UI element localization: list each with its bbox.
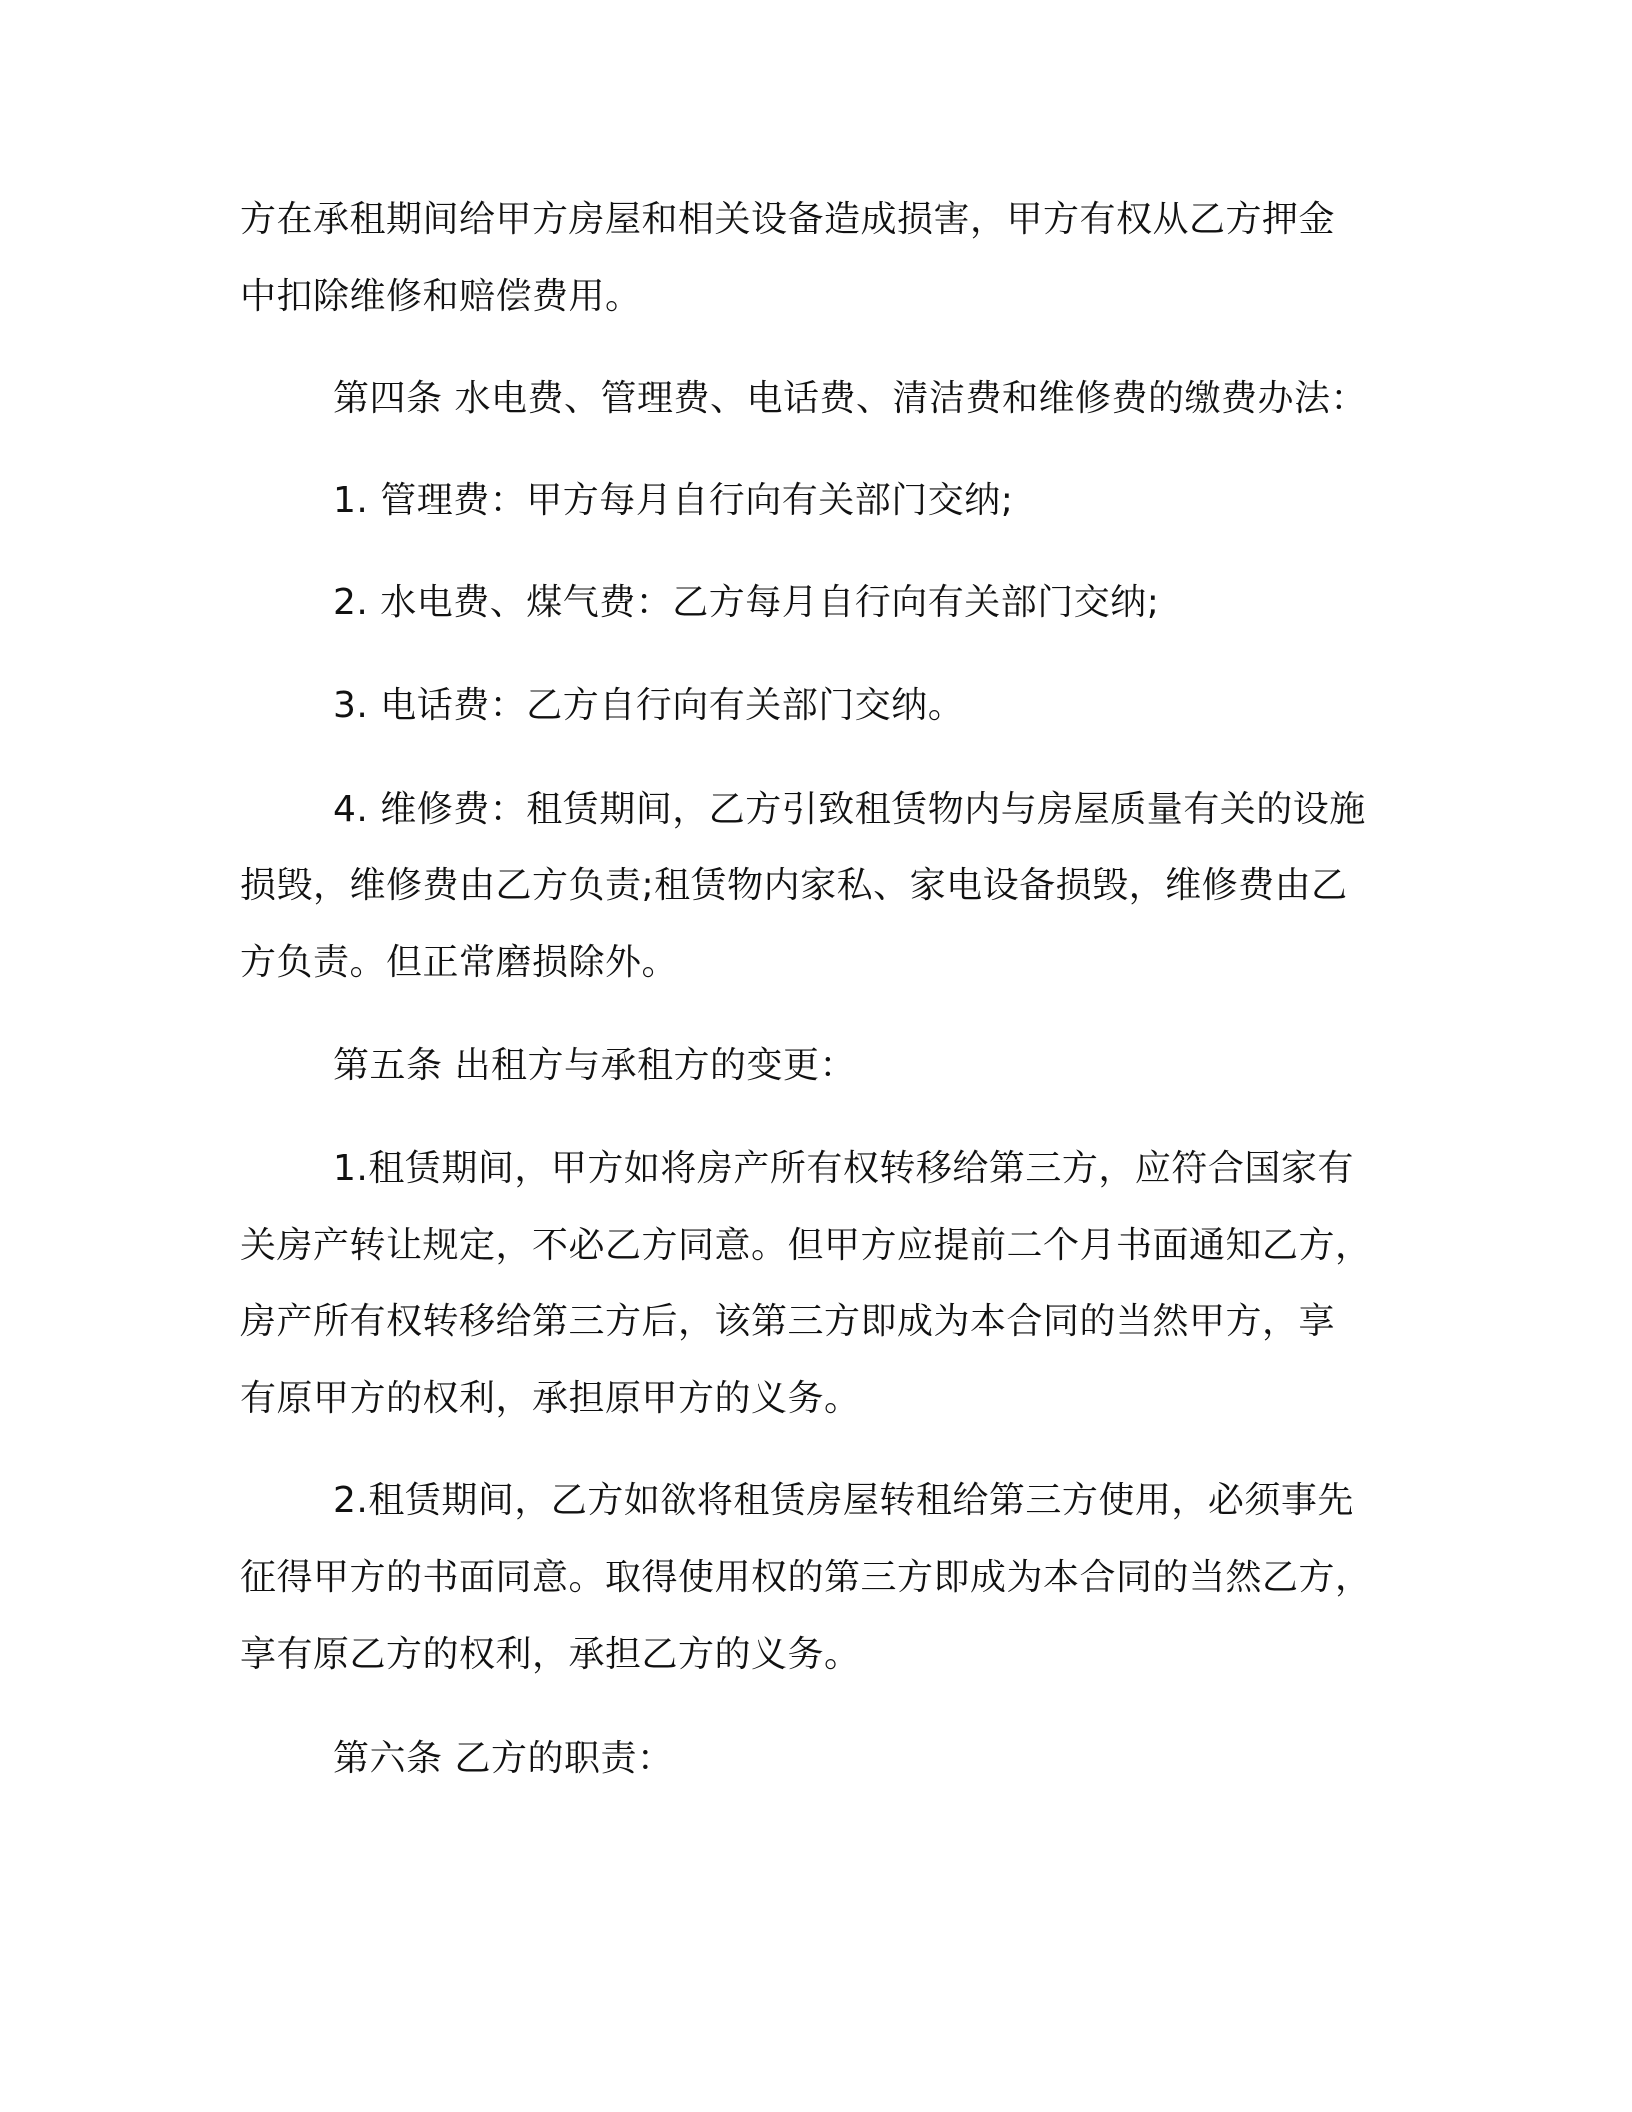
list-item: 1. 管理费：甲方每月自行向有关部门交纳; xyxy=(333,480,1014,521)
section-heading: 第四条 水电费、管理费、电话费、清洁费和维修费的缴费办法： xyxy=(333,378,1367,419)
text-line: 征得甲方的书面同意。取得使用权的第三方即成为本合同的当然乙方， xyxy=(240,1557,1372,1598)
list-item: 3. 电话费：乙方自行向有关部门交纳。 xyxy=(333,685,965,726)
section-heading: 第五条 出租方与承租方的变更： xyxy=(333,1045,856,1086)
list-item: 1.租赁期间，甲方如将房产所有权转移给第三方，应符合国家有 xyxy=(333,1148,1354,1189)
text-line: 有原甲方的权利，承担原甲方的义务。 xyxy=(240,1378,861,1419)
section-heading: 第六条 乙方的职责： xyxy=(333,1738,674,1779)
list-item: 2.租赁期间，乙方如欲将租赁房屋转租给第三方使用，必须事先 xyxy=(333,1480,1354,1521)
text-line: 关房产转让规定，不必乙方同意。但甲方应提前二个月书面通知乙方， xyxy=(240,1225,1372,1266)
text-line: 中扣除维修和赔偿费用。 xyxy=(240,276,642,317)
text-line: 房产所有权转移给第三方后，该第三方即成为本合同的当然甲方，享 xyxy=(240,1301,1336,1342)
list-item: 4. 维修费：租赁期间，乙方引致租赁物内与房屋质量有关的设施 xyxy=(333,789,1366,830)
text-line: 方在承租期间给甲方房屋和相关设备造成损害，甲方有权从乙方押金 xyxy=(240,199,1336,240)
text-line: 享有原乙方的权利，承担乙方的义务。 xyxy=(240,1634,861,1675)
list-item: 2. 水电费、煤气费：乙方每月自行向有关部门交纳; xyxy=(333,582,1160,623)
text-line: 损毁，维修费由乙方负责;租赁物内家私、家电设备损毁，维修费由乙 xyxy=(240,865,1348,906)
text-line: 方负责。但正常磨损除外。 xyxy=(240,942,679,983)
